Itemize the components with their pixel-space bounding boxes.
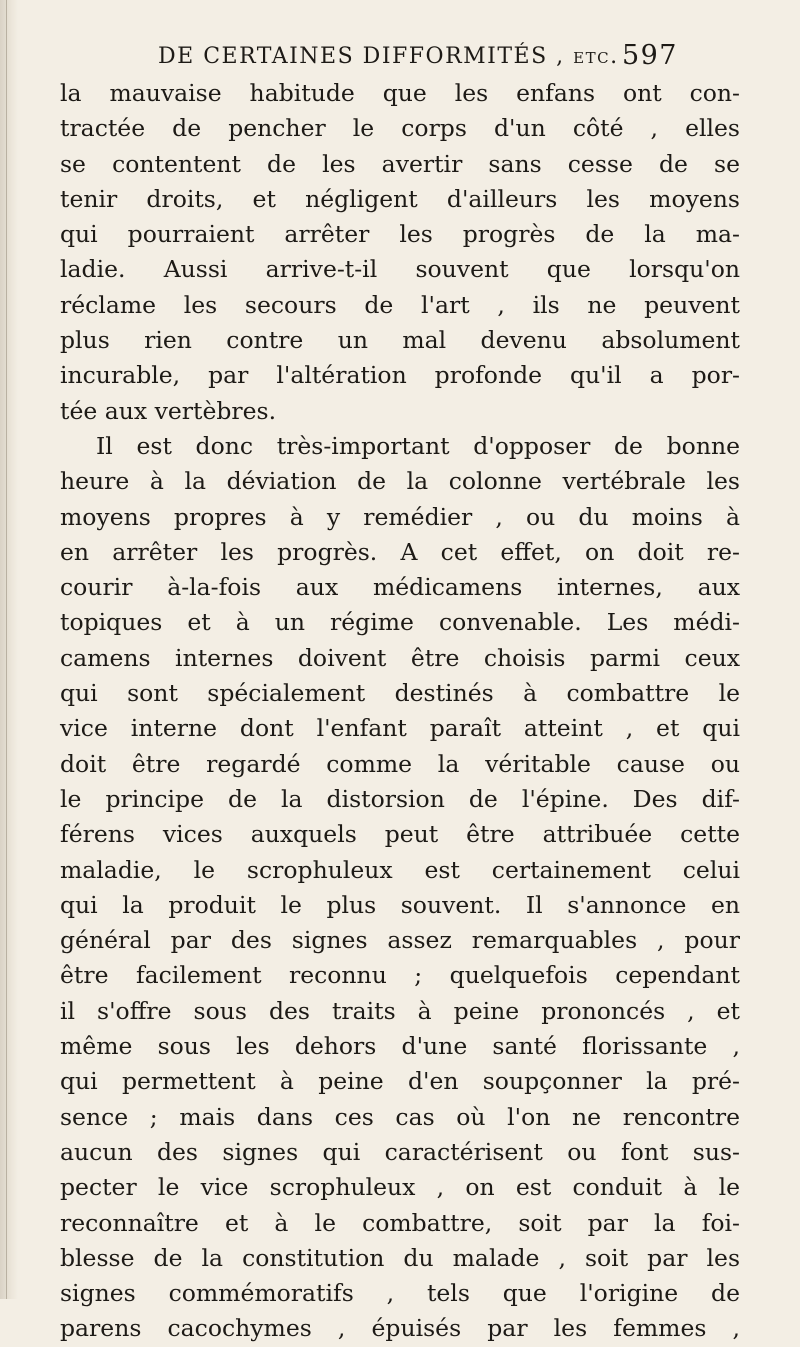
text-line: il s'offre sous des traits à peine prononcés , et — [60, 996, 740, 1025]
text-line: courir à-la-fois aux médicamens internes, aux — [60, 573, 740, 602]
running-header — [158, 38, 678, 78]
running-title: DE CERTAINES DIFFORMITÉS , etc. — [158, 44, 619, 69]
body-text — [60, 76, 740, 1347]
text-line: maladie, le scrophuleux est certainement celui — [60, 855, 740, 884]
text-line: être facilement reconnu ; quelquefois cependant — [60, 961, 740, 990]
text-line: heure à la déviation de la colonne vertébrale les — [60, 467, 740, 496]
text-line: qui la produit le plus souvent. Il s'annonce en — [60, 890, 740, 919]
text-line: général par des signes assez remarquables , pour — [60, 926, 740, 955]
text-line: reconnaître et à le combattre, soit par la foi- — [60, 1208, 740, 1237]
text-line: pecter le vice scrophuleux , on est conduit à le — [60, 1173, 740, 1202]
text-line: aucun des signes qui caractérisent ou font sus- — [60, 1137, 740, 1166]
text-line: ladie. Aussi arrive-t-il souvent que lorsqu'on — [60, 255, 740, 284]
text-line: plus rien contre un mal devenu absolument — [60, 326, 740, 355]
text-line: camens internes doivent être choisis parmi ceux — [60, 643, 740, 672]
text-line: la mauvaise habitude que les enfans ont con- — [60, 79, 740, 107]
text-line: parens cacochymes , épuisés par les femmes , — [60, 1314, 740, 1343]
text-line: qui pourraient arrêter les progrès de la ma- — [60, 220, 740, 249]
text-line: doit être regardé comme la véritable cause ou — [60, 749, 740, 778]
text-line: tenir droits, et négligent d'ailleurs les moyens — [60, 184, 740, 213]
text-line: signes commémoratifs , tels que l'origine de — [60, 1279, 740, 1308]
text-line: en arrêter les progrès. A cet effet, on doit re- — [60, 537, 740, 566]
text-line: tractée de pencher le corps d'un côté , elles — [60, 114, 740, 143]
text-line: se contentent de les avertir sans cesse de se — [60, 149, 740, 178]
text-line: réclame les secours de l'art , ils ne peuvent — [60, 290, 740, 319]
paragraph-start-line: Il est donc très-important d'opposer de bonne — [96, 431, 740, 460]
text-line: tée aux vertèbres. — [60, 396, 277, 425]
text-line: moyens propres à y remédier , ou du moins à — [60, 502, 740, 531]
text-line: incurable, par l'altération profonde qu'il a por- — [60, 361, 740, 390]
text-line: le principe de la distorsion de l'épine. Des dif- — [60, 784, 740, 813]
text-line: sence ; mais dans ces cas où l'on ne rencontre — [60, 1102, 740, 1131]
text-line: qui permettent à peine d'en soupçonner la pré- — [60, 1067, 740, 1096]
text-line: topiques et à un régime convenable. Les médi- — [60, 608, 740, 637]
page-number: 597 — [621, 40, 678, 71]
text-line: même sous les dehors d'une santé florissante , — [60, 1032, 740, 1061]
text-line: blesse de la constitution du malade , soit par les — [60, 1243, 740, 1272]
text-line: férens vices auxquels peut être attribuée cette — [60, 820, 740, 849]
page-binding-edge — [0, 0, 18, 1299]
text-line: vice interne dont l'enfant paraît atteint , et qui — [60, 714, 740, 743]
text-line: qui sont spécialement destinés à combattre le — [60, 679, 740, 708]
